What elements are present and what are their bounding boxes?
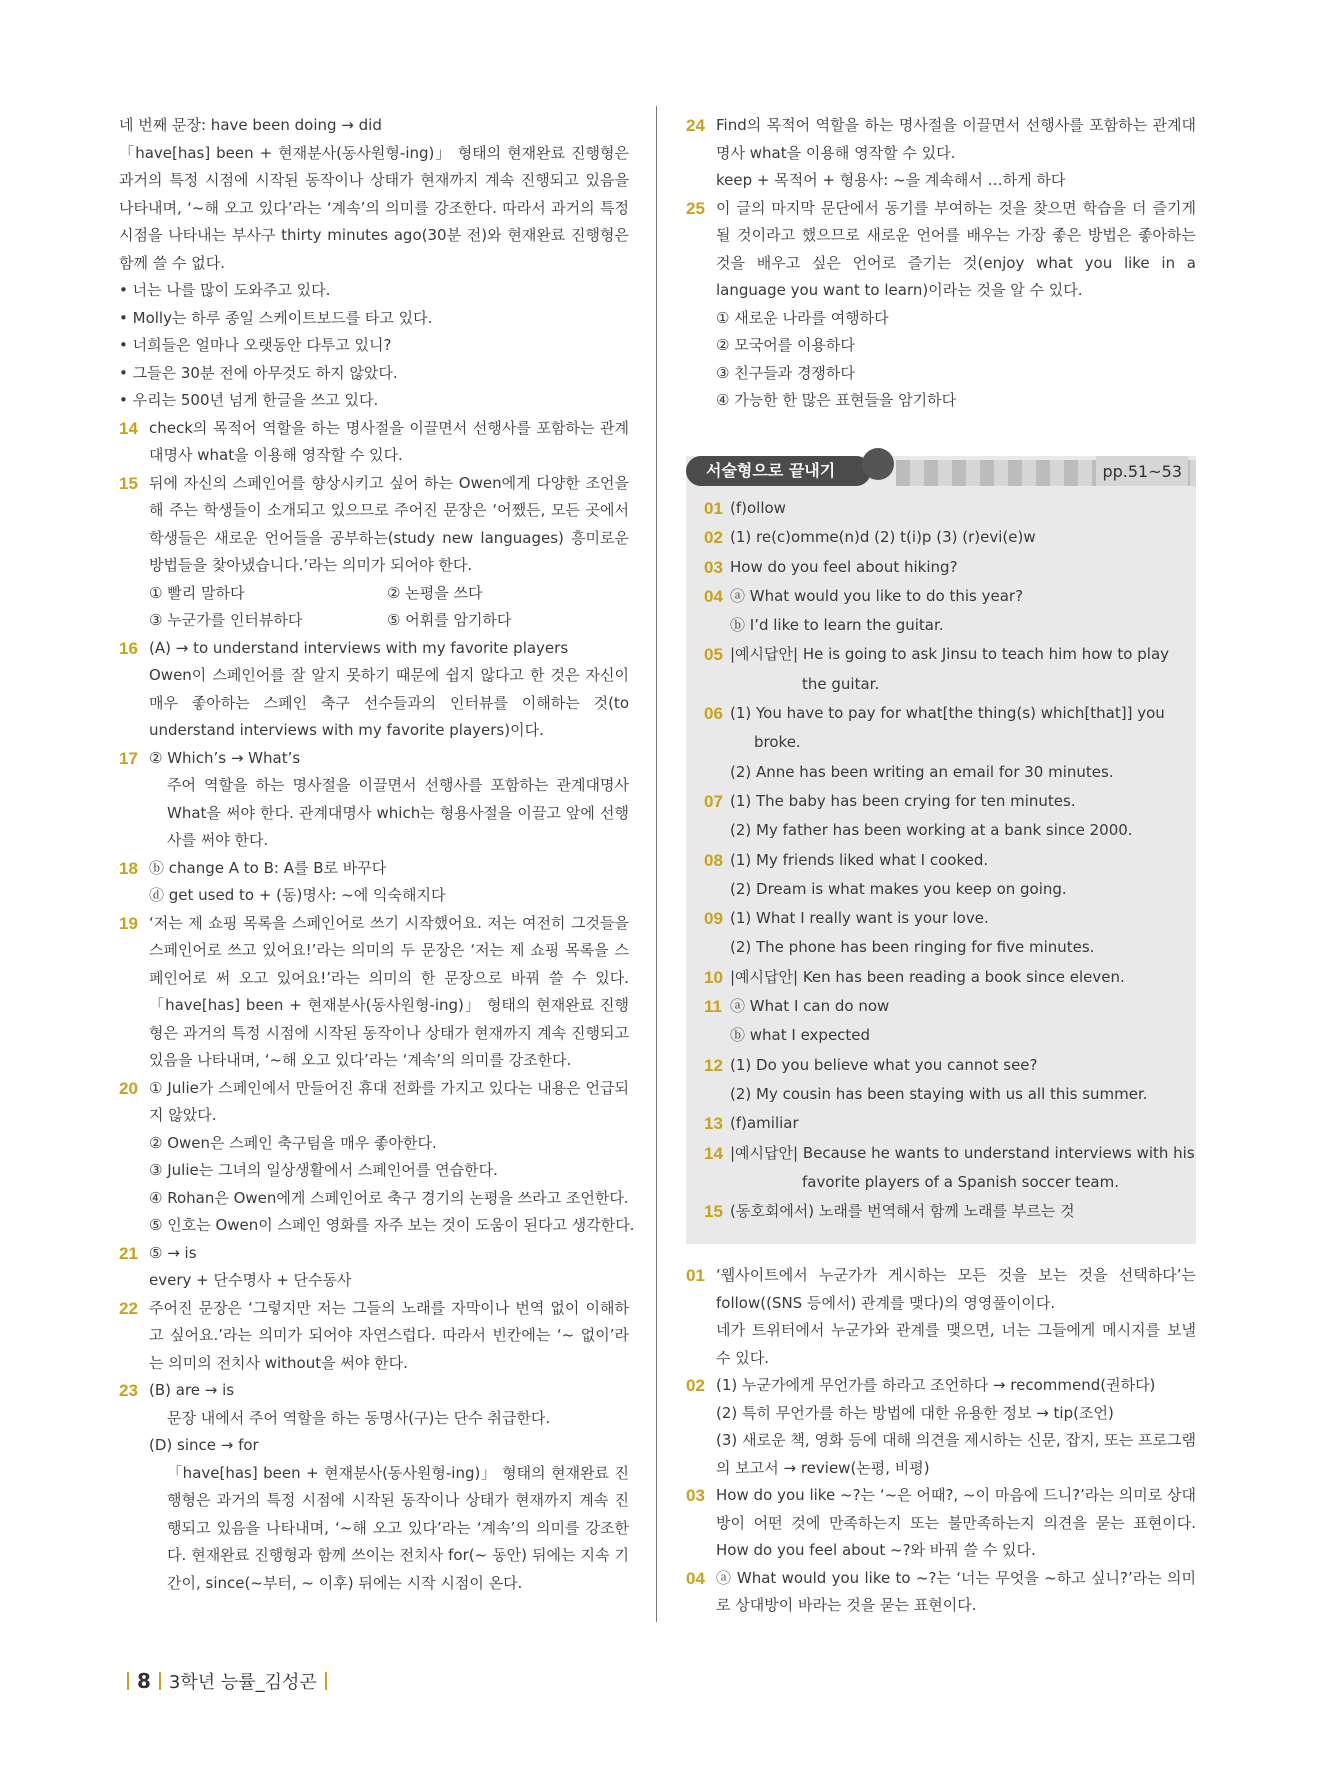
- answer-14: [119, 415, 629, 470]
- question-number: 19: [119, 913, 138, 933]
- question-number: 02: [686, 1376, 705, 1395]
- question-number: 05: [704, 645, 723, 665]
- answer-text: Owen이 스페인어를 잘 알지 못하기 때문에 쉽지 않다고 한 것은 자신이 매우 좋아하는 스페인 축구 선수들과의 인터뷰를 이해하는 것(to understand interviews with my favorite players)이다.: [149, 666, 629, 739]
- answer-option: ① 새로운 나라를 여행하다: [716, 308, 889, 327]
- answer-22: [119, 1295, 629, 1378]
- question-number: 20: [119, 1078, 138, 1098]
- bullet-item: • 우리는 500년 넘게 한글을 쓰고 있다.: [119, 387, 629, 415]
- bullet-item: • 그들은 30분 전에 아무것도 하지 않았다.: [119, 360, 629, 388]
- question-number: 12: [704, 1055, 723, 1075]
- review-item: [704, 787, 1184, 846]
- answer-line: (2) The phone has been ringing for five minutes.: [730, 938, 1095, 957]
- answer-line: (2) My father has been working at a bank since 2000.: [730, 821, 1133, 840]
- answer-19: [119, 910, 629, 1075]
- answer-line: (2) Dream is what makes you keep on going.: [730, 879, 1067, 898]
- answer-line: every + 단수명사 + 단수동사: [149, 1271, 352, 1289]
- answer-line: ⓑ I’d like to learn the guitar.: [730, 616, 944, 635]
- question-number: 15: [119, 473, 138, 493]
- question-number: 02: [704, 528, 723, 548]
- option-row: [149, 607, 629, 635]
- review-answers: [704, 494, 1195, 1226]
- option: ① 빨리 말하다: [149, 583, 245, 602]
- review-item: [704, 1051, 1184, 1110]
- answer-line: favorite players of a Spanish soccer team.: [802, 1172, 1119, 1191]
- question-number: 14: [704, 1143, 723, 1163]
- answer-text: Find의 목적어 역할을 하는 명사절을 이끌면서 선행사를 포함하는 관계대명사 what을 이용해 영작할 수 있다.: [716, 116, 1196, 162]
- page-footer: [119, 1668, 335, 1694]
- question-number: 06: [704, 704, 723, 724]
- review-item: [704, 1139, 1195, 1198]
- answer-15: [119, 470, 629, 635]
- explanation-01: [686, 1262, 1196, 1372]
- bullet-item: • 너는 나를 많이 도와주고 있다.: [119, 277, 629, 305]
- answer-option: ② Owen은 스페인 축구팀을 매우 좋아한다.: [149, 1133, 437, 1152]
- question-number: 11: [704, 997, 722, 1017]
- explanation-04: [686, 1565, 1196, 1620]
- answer-line: How do you feel about hiking?: [730, 557, 958, 576]
- answer-line: ⓐ What I can do now: [730, 997, 890, 1016]
- answer-line: (동호회에서) 노래를 번역해서 함께 노래를 부르는 것: [730, 1202, 1075, 1221]
- answer-line: |예시답안| He is going to ask Jinsu to teach him how to play: [730, 645, 1170, 664]
- answer-line: (1) The baby has been crying for ten minutes.: [730, 791, 1076, 810]
- answer-line: |예시답안| Ken has been reading a book since eleven.: [730, 967, 1125, 986]
- answer-25: [686, 195, 1196, 415]
- explanation-02: [686, 1372, 1196, 1482]
- explanations: [686, 1262, 1196, 1620]
- answer-line: ⓑ what I expected: [730, 1026, 871, 1045]
- footer-bar: [159, 1672, 161, 1690]
- review-item: [704, 553, 1184, 582]
- answer-17: [119, 745, 629, 855]
- answer-line: (A) → to understand interviews with my favorite players: [149, 638, 569, 657]
- answer-21: [119, 1240, 629, 1295]
- explanation-text: (2) 특히 무언가를 하는 방법에 대한 유용한 정보 → tip(조언): [716, 1403, 1114, 1422]
- answer-text: ‘저는 제 쇼핑 목록을 스페인어로 쓰기 시작했어요. 저는 여전히 그것들을 스페인어로 쓰고 있어요!’라는 의미의 두 문장은 ‘저는 제 쇼핑 목록을 스페인어로 써 오고 있어요!’라는 의미의 한 문장으로 바꿔 쓸 수 있다. 「have[has] been + 현재분사(동사원형-ing)」 형태의 현재완료 진행형은 과거의 특정 시점에 시작된 동작이나 상태가 현재까지 계속 진행되고 있음을 나타내며, ‘~해 오고 있다’라는 ‘계속’의 의미를 강조한다.: [149, 913, 629, 1069]
- question-number: 07: [704, 791, 723, 811]
- explanation-text: (1) 누군가에게 무언가를 하라고 조언하다 → recommend(권하다): [716, 1376, 1156, 1394]
- answer-24: [686, 112, 1196, 195]
- option: ② 논평을 쓰다: [387, 583, 483, 602]
- option: ⑤ 어휘를 암기하다: [387, 611, 512, 629]
- column-divider: [656, 106, 657, 1622]
- answer-line: ⑤ → is: [149, 1243, 197, 1262]
- question-number: 18: [119, 858, 138, 878]
- book-title: 3학년 능률_김성곤: [168, 1672, 317, 1693]
- answer-line: 문장 내에서 주어 역할을 하는 동명사(구)는 단수 취급한다.: [167, 1408, 551, 1427]
- answer-20: [119, 1075, 635, 1240]
- question-number: 08: [704, 850, 723, 870]
- review-item: [704, 992, 1184, 1051]
- intro-line: 네 번째 문장: have been doing → did: [119, 116, 382, 134]
- answer-line: ⓑ change A to B: A를 B로 바꾸다: [149, 858, 387, 877]
- answer-line: ⓐ What would you like to do this year?: [730, 586, 1024, 605]
- question-number: 17: [119, 748, 138, 768]
- question-number: 03: [704, 557, 723, 577]
- answer-option: ③ Julie는 그녀의 일상생활에서 스페인어를 연습한다.: [149, 1161, 498, 1179]
- right-column: [686, 112, 1196, 415]
- answer-line: keep + 목적어 + 형용사: ~을 계속해서 …하게 하다: [716, 171, 1066, 189]
- bullet-item: • 너희들은 얼마나 오랫동안 다투고 있니?: [119, 332, 629, 360]
- answer-line: the guitar.: [802, 674, 880, 693]
- question-number: 03: [686, 1486, 705, 1505]
- footer-bar: [325, 1672, 327, 1690]
- question-number: 22: [119, 1298, 138, 1318]
- answer-23: [119, 1377, 629, 1597]
- answer-text: 「have[has] been + 현재분사(동사원형-ing)」 형태의 현재완료 진행형은 과거의 특정 시점에 시작된 동작이나 상태가 현재까지 계속 진행되고 있음을 나타내며, ‘~해 오고 있다’라는 ‘계속’의 의미를 강조한다. 현재완료 진행형과 함께 쓰이는 전치사 for(~ 동안) 뒤에는 지속 기간이, since(~부터, ~ 이후) 뒤에는 시작 시점이 온다.: [167, 1463, 629, 1592]
- footer-bar: [127, 1672, 129, 1690]
- answer-option: ④ 가능한 한 많은 표현들을 암기하다: [716, 391, 957, 409]
- question-number: 15: [704, 1202, 723, 1222]
- circle-ornament-icon: [862, 448, 894, 480]
- question-number: 21: [119, 1243, 138, 1263]
- answer-line: ② Which’s → What’s: [149, 748, 301, 767]
- answer-text: 이 글의 마지막 문단에서 동기를 부여하는 것을 찾으면 학습을 더 즐기게 될 것이라고 했으므로 새로운 언어를 배우는 가장 좋은 방법은 좋아하는 것을 배우고 싶은 언어로 즐기는 것(enjoy what you like in a language you want to learn)이라는 것을 알 수 있다.: [716, 198, 1196, 299]
- explanation-03: [686, 1482, 1196, 1565]
- bullet-item: • Molly는 하루 종일 스케이트보드를 타고 있다.: [119, 305, 629, 333]
- explanation-text: 네가 트위터에서 누군가와 관계를 맺으면, 너는 그들에게 메시지를 보낼 수 있다.: [716, 1321, 1196, 1367]
- answer-option: ② 모국어를 이용하다: [716, 336, 855, 354]
- answer-line: (1) My friends liked what I cooked.: [730, 850, 989, 869]
- review-item: [704, 904, 1184, 963]
- question-number: 14: [119, 418, 138, 438]
- explanation-text: (3) 새로운 책, 영화 등에 대해 의견을 제시하는 신문, 잡지, 또는 프로그램의 보고서 → review(논평, 비평): [716, 1431, 1196, 1477]
- answer-line: (D) since → for: [149, 1436, 259, 1454]
- page-range: pp.51~53: [1096, 456, 1188, 486]
- review-item: [704, 640, 1184, 699]
- review-item: [704, 963, 1184, 992]
- bullet-list: [119, 277, 629, 415]
- answer-text: 주어진 문장은 ‘그렇지만 저는 그들의 노래를 자막이나 번역 없이 이해하고 싶어요.’라는 의미가 되어야 자연스럽다. 따라서 빈칸에는 ‘~ 없이’라는 의미의 전치사 without을 써야 한다.: [149, 1298, 629, 1372]
- review-item: [704, 523, 1184, 552]
- question-number: 13: [704, 1114, 723, 1134]
- review-item: [704, 1197, 1184, 1226]
- explanation-text: ⓐ What would you like to ~?는 ‘너는 무엇을 ~하고 싶니?’라는 의미로 상대방이 바라는 것을 묻는 표현이다.: [716, 1568, 1196, 1614]
- explanation-text: How do you like ~?는 ‘~은 어때?, ~이 마음에 드니?’라는 의미로 상대방이 어떤 것에 만족하는지 또는 불만족하는지 의견을 묻는 표현이다. How do you feel about ~?와 바꿔 쓸 수 있다.: [716, 1486, 1196, 1559]
- answer-16: [119, 635, 629, 745]
- answer-line: (1) You have to pay for what[the thing(s) which[that]] you: [730, 704, 1165, 723]
- answer-line: (B) are → is: [149, 1381, 235, 1399]
- intro-paragraph: 「have[has] been + 현재분사(동사원형-ing)」 형태의 현재완료 진행형은 과거의 특정 시점에 시작된 동작이나 상태가 현재까지 계속 진행되고 있음을 나타내며, ‘~해 오고 있다’라는 ‘계속’의 의미를 강조한다. 따라서 과거의 특정 시점을 나타내는 부사구 thirty minutes ago(30분 전)와 현재완료 진행형은 함께 쓸 수 없다.: [119, 143, 629, 272]
- answer-line: (f)amiliar: [730, 1114, 799, 1133]
- explanation-text: ‘웹사이트에서 누군가가 게시하는 모든 것을 보는 것을 선택하다’는 follow((SNS 등에서) 관계를 맺다)의 영영풀이이다.: [716, 1266, 1196, 1312]
- answer-option: ⑤ 인호는 Owen이 스페인 영화를 자주 보는 것이 도움이 된다고 생각한다.: [149, 1216, 635, 1234]
- option: ③ 누군가를 인터뷰하다: [149, 611, 303, 629]
- question-number: 16: [119, 638, 138, 658]
- left-column: [119, 112, 635, 1597]
- page-number: 8: [137, 1669, 151, 1693]
- review-header: [686, 456, 1196, 486]
- question-number: 23: [119, 1381, 138, 1400]
- question-number: 01: [704, 499, 723, 518]
- answer-text: check의 목적어 역할을 하는 명사절을 이끌면서 선행사를 포함하는 관계대명사 what을 이용해 영작할 수 있다.: [149, 418, 629, 464]
- review-item: [704, 699, 1184, 787]
- answer-line: broke.: [754, 733, 801, 752]
- answer-option: ③ 친구들과 경쟁하다: [716, 363, 855, 382]
- question-number: 09: [704, 909, 723, 929]
- answer-line: (1) Do you believe what you cannot see?: [730, 1055, 1038, 1074]
- answer-text: 주어 역할을 하는 명사절을 이끌면서 선행사를 포함하는 관계대명사 What을 써야 한다. 관계대명사 which는 형용사절을 이끌고 앞에 선행사를 써야 한다.: [167, 776, 629, 849]
- answer-line: ⓓ get used to + (동)명사: ~에 익숙해지다: [149, 886, 446, 904]
- review-title: 서술형으로 끝내기: [686, 456, 871, 486]
- question-number: 01: [686, 1266, 705, 1285]
- question-number: 24: [686, 116, 705, 135]
- question-number: 10: [704, 967, 723, 987]
- review-box: [686, 456, 1196, 1244]
- answer-line: (2) Anne has been writing an email for 30 minutes.: [730, 762, 1114, 781]
- answer-option: ④ Rohan은 Owen에게 스페인어로 축구 경기의 논평을 쓰라고 조언한다.: [149, 1188, 629, 1207]
- answer-line: (2) My cousin has been staying with us all this summer.: [730, 1084, 1148, 1103]
- review-item: [704, 494, 1184, 523]
- answer-text: 뒤에 자신의 스페인어를 향상시키고 싶어 하는 Owen에게 다양한 조언을 해 주는 학생들이 소개되고 있으므로 주어진 문장은 ‘어쨌든, 모든 곳에서 학생들은 새로운 언어들을 공부하는(study new languages) 흥미로운 방법들을 찾아냈습니다.’라는 의미가 되어야 한다.: [149, 473, 629, 574]
- review-item: [704, 582, 1184, 641]
- question-number: 25: [686, 198, 705, 218]
- answer-18: [119, 855, 629, 910]
- answer-option: ① Julie가 스페인에서 만들어진 휴대 전화를 가지고 있다는 내용은 언급되지 않았다.: [149, 1078, 629, 1124]
- answer-line: (1) What I really want is your love.: [730, 909, 989, 928]
- option-row: [149, 580, 629, 608]
- review-item: [704, 846, 1184, 905]
- answer-line: |예시답안| Because he wants to understand interviews with his: [730, 1143, 1195, 1162]
- question-number: 04: [704, 586, 723, 606]
- review-item: [704, 1109, 1184, 1138]
- answer-line: (1) re(c)omme(n)d (2) t(i)p (3) (r)evi(e)w: [730, 528, 1036, 547]
- question-number: 04: [686, 1568, 705, 1588]
- answer-line: (f)ollow: [730, 499, 786, 517]
